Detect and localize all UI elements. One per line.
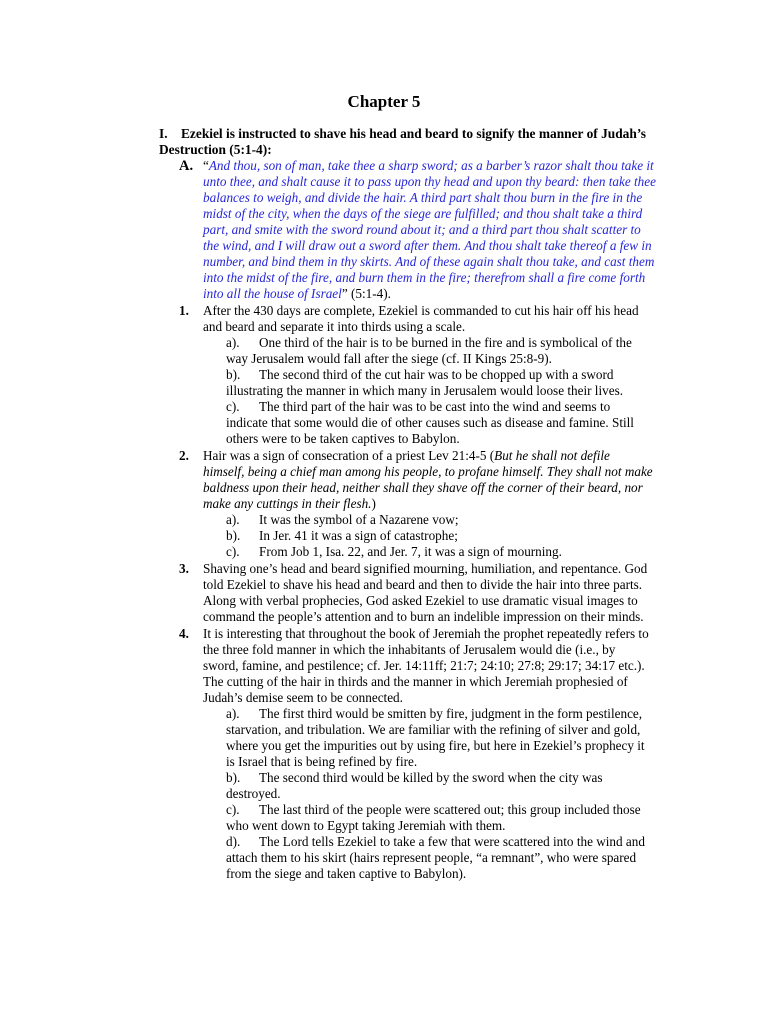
numbered-item-1	[179, 303, 653, 335]
chapter-title: Chapter 5	[347, 92, 421, 111]
point-a	[179, 158, 659, 302]
item-text-italic: But he shall not defile himself, being a chief man among his people, to profane himself. They shall not make baldness upon their head, neither shall they shave off the corner of their beard, nor make any cuttings in their flesh.	[203, 448, 653, 511]
sub-item	[226, 512, 652, 528]
sub-item-text: It was the symbol of a Nazarene vow;	[259, 512, 459, 527]
sub-item-label: b).	[226, 367, 241, 382]
item-text-pre: Hair was a sign of consecration of a priest Lev 21:4-5 (	[203, 448, 495, 463]
sub-item-label: a).	[226, 512, 240, 527]
sub-item-label: b).	[226, 528, 241, 543]
sub-item-label: d).	[226, 834, 241, 849]
sub-item	[226, 528, 652, 544]
sub-item-text: In Jer. 41 it was a sign of catastrophe;	[259, 528, 458, 543]
sub-item	[226, 834, 652, 882]
open-quote: “	[203, 158, 209, 173]
sub-item-text: The second third of the cut hair was to be chopped up with a sword illustrating the manner in which many in Jerusalem would loose their lives.	[226, 367, 624, 398]
item-text-post: )	[371, 496, 376, 511]
sub-item	[226, 335, 652, 367]
item-number: 1.	[179, 303, 189, 318]
sub-item	[226, 544, 652, 560]
sub-item-text: The last third of the people were scattered out; this group included those who went down to Egypt taking Jeremiah with them.	[226, 802, 641, 833]
sub-item	[226, 367, 652, 399]
sub-item	[226, 706, 652, 770]
item-number: 2.	[179, 448, 189, 463]
sub-item-label: c).	[226, 802, 240, 817]
item-text: After the 430 days are complete, Ezekiel is commanded to cut his hair off his head and beard and separate it into thirds using a scale.	[203, 303, 639, 334]
numbered-item-2	[179, 448, 653, 512]
sub-item	[226, 802, 652, 834]
sub-item-text: One third of the hair is to be burned in the fire and is symbolical of the way Jerusalem would fall after the siege (cf. II Kings 25:8-9).	[226, 335, 632, 366]
section-number: I.	[159, 126, 168, 141]
sub-item-label: c).	[226, 544, 240, 559]
sub-item-text: The third part of the hair was to be cast into the wind and seems to indicate that some would die of other causes such as disease and famine. Still others were to be taken captives to Babylon.	[226, 399, 634, 446]
section-content	[0, 158, 768, 882]
sub-item-text: The second third would be killed by the sword when the city was destroyed.	[226, 770, 603, 801]
sub-item-label: c).	[226, 399, 240, 414]
numbered-item-4	[179, 626, 653, 706]
quote-reference: ” (5:1-4).	[341, 286, 391, 301]
item-number: 3.	[179, 561, 189, 576]
point-a-letter: A.	[179, 158, 194, 174]
sub-item-text: The Lord tells Ezekiel to take a few that were scattered into the wind and attach them to his skirt (hairs represent people, “a remnant”, who were spared from the siege and taken captive to Babylon).	[226, 834, 645, 881]
item-text: It is interesting that throughout the book of Jeremiah the prophet repeatedly refers to the three fold manner in which the inhabitants of Jerusalem would die (i.e., by sword, famine, and pestilence; cf. Jer. 14:11ff; 21:7; 24:10; 27:8; 29:17; 34:17 etc.). The cutting of the hair in thirds and the manner in which Jeremiah prophesied of Judah’s demise seem to be connected.	[203, 626, 649, 705]
numbered-item-3	[179, 561, 653, 625]
sub-item-label: a).	[226, 335, 240, 350]
sub-item-text: From Job 1, Isa. 22, and Jer. 7, it was a sign of mourning.	[259, 544, 562, 559]
sub-item	[226, 770, 652, 802]
sub-item-text: The first third would be smitten by fire, judgment in the form pestilence, starvation, and tribulation. We are familiar with the refining of silver and gold, where you get the impurities out by using fire, but here in Ezekiel’s prophecy it is Israel that is being refined by fire.	[226, 706, 645, 769]
sub-item	[226, 399, 652, 447]
section-heading	[159, 126, 659, 158]
sub-item-label: a).	[226, 706, 240, 721]
scripture-quote: And thou, son of man, take thee a sharp sword; as a barber’s razor shalt thou take it unto thee, and shalt cause it to pass upon thy head and upon thy beard: then take thee balances to weigh, and divide the hair. A third part shalt thou burn in the fire in the midst of the city, when the days of the siege are fulfilled; and thou shalt take a third part, and smite with the sword round about it; and a third part thou shalt scatter to the wind, and I will draw out a sword after them. And thou shalt take thereof a few in number, and bind them in thy skirts. And of these again shalt thou take, and cast them into the midst of the fire, and burn them in the fire; therefrom shall a fire come forth into all the house of Israel	[203, 158, 656, 301]
sub-item-label: b).	[226, 770, 241, 785]
item-text: Shaving one’s head and beard signified mourning, humiliation, and repentance. God told Ezekiel to shave his head and beard and then to divide the hair into three parts. Along with verbal prophecies, God asked Ezekiel to use dramatic visual images to command the people’s attention and to burn an indelible impression on their minds.	[203, 561, 648, 624]
section-heading-text: Ezekiel is instructed to shave his head and beard to signify the manner of Judah’s Destruction (5:1-4):	[159, 126, 646, 157]
item-number: 4.	[179, 626, 189, 641]
